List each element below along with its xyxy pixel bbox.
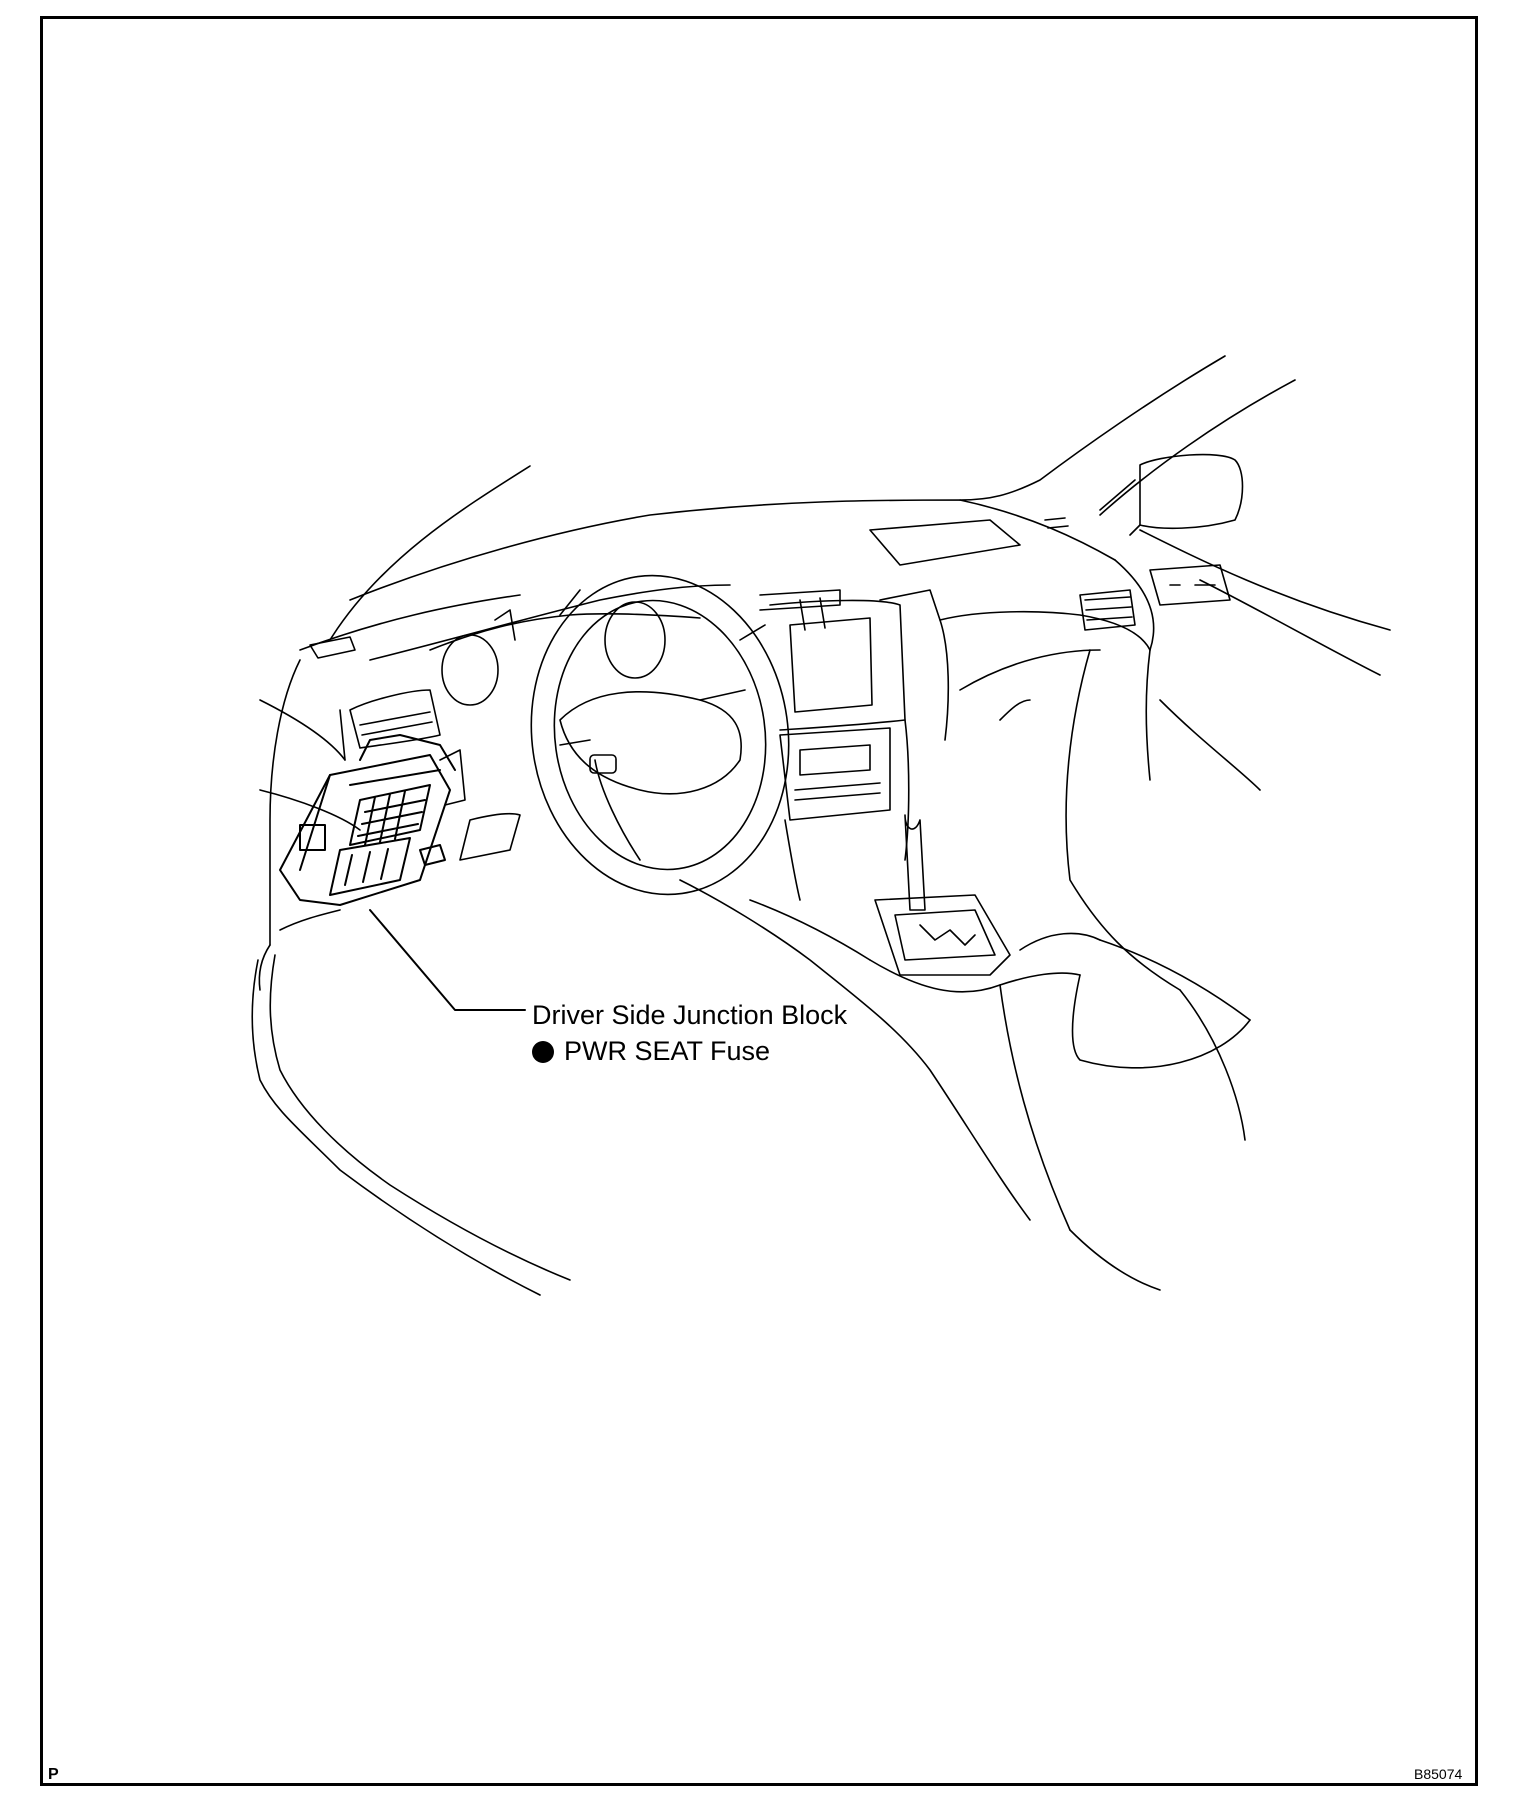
fuse-label-row xyxy=(532,1036,770,1067)
windshield-outline xyxy=(330,356,1295,640)
corner-mark-left: P xyxy=(48,1766,59,1783)
dashboard-top xyxy=(300,518,1154,660)
left-air-vent xyxy=(340,690,440,760)
gear-shifter xyxy=(870,815,1080,992)
door-sill xyxy=(252,955,570,1295)
callout-leader-line xyxy=(370,910,525,1010)
figure-code: B85074 xyxy=(1414,1766,1463,1782)
driver-side-junction-block xyxy=(280,735,455,905)
passenger-dash xyxy=(940,565,1260,790)
junction-block-label: Driver Side Junction Block xyxy=(532,1000,848,1030)
filled-circle-icon xyxy=(532,1041,554,1063)
instrument-cluster xyxy=(430,602,700,705)
pwr-seat-fuse-label: PWR SEAT Fuse xyxy=(564,1036,771,1066)
lower-dash-left xyxy=(259,660,520,990)
